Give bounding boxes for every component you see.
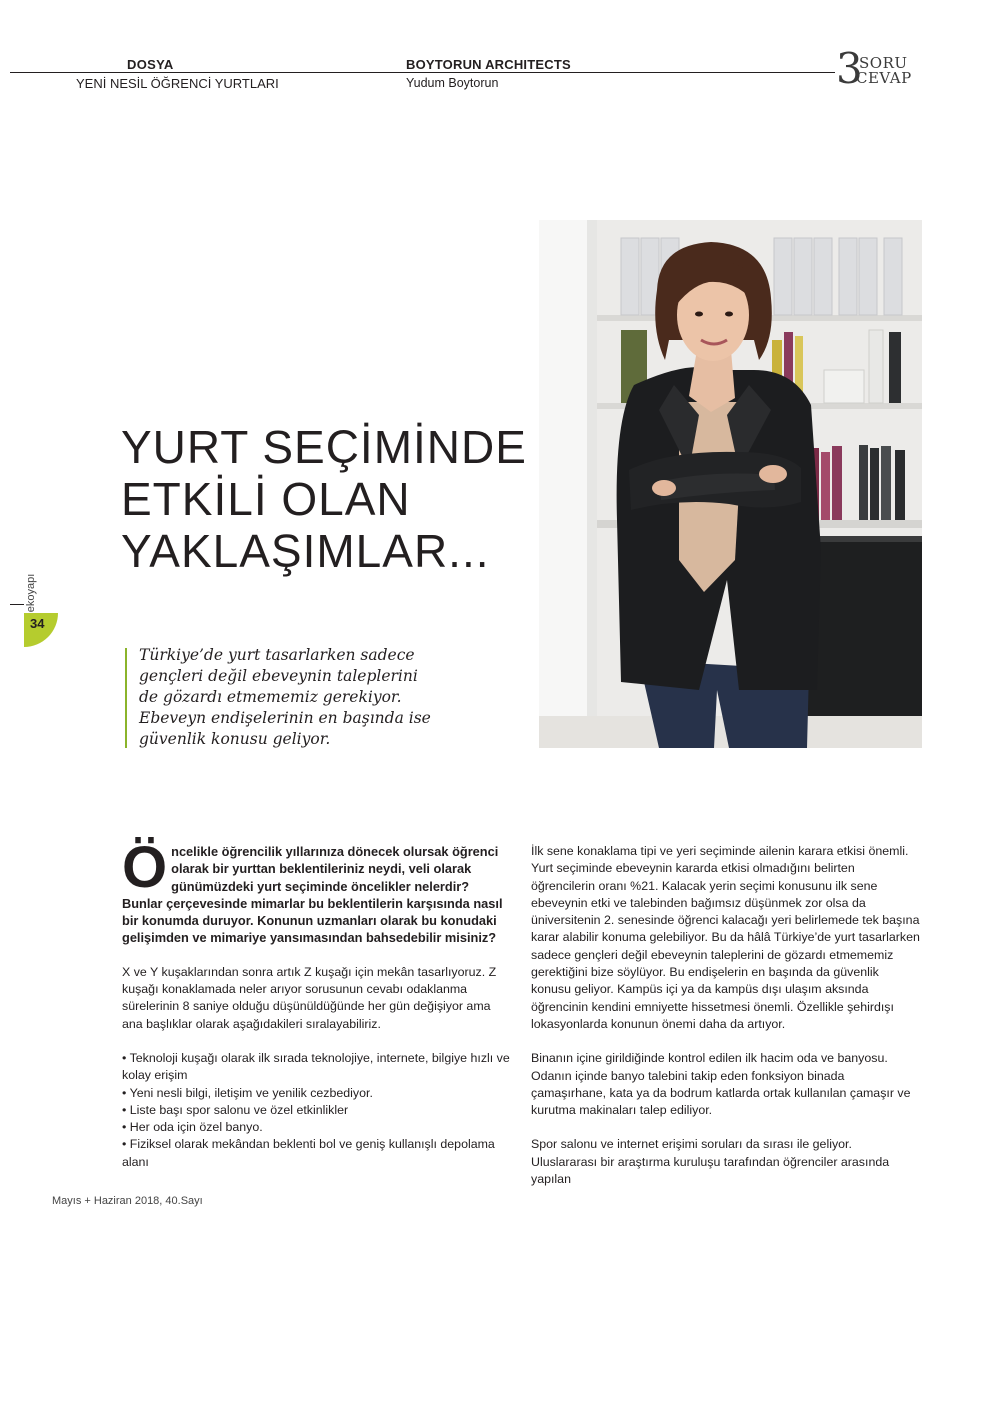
- headline-line: YURT SEÇİMİNDE: [121, 421, 527, 473]
- article-headline: [121, 421, 541, 577]
- list-item: • Teknoloji kuşağı olarak ilk sırada teknolojiye, internete, bilgiye hızlı ve kolay erişim: [122, 1050, 512, 1085]
- drop-cap: Ö: [122, 835, 168, 900]
- magazine-brand-vertical: ekoyapı: [25, 573, 37, 613]
- issue-footer: Mayıs + Haziran 2018, 40.Sayı: [52, 1195, 203, 1207]
- quote-line: de gözardı etmememiz gerekiyor.: [139, 688, 402, 706]
- section-label: DOSYA: [127, 57, 174, 72]
- company-name: BOYTORUN ARCHITECTS: [406, 57, 571, 72]
- header-rule: [10, 72, 835, 73]
- interviewee-name: Yudum Boytorun: [406, 76, 499, 90]
- quote-line: Ebeveyn endişelerinin en başında ise: [139, 709, 431, 727]
- left-column: [122, 835, 512, 1171]
- logo-word-cevap: CEVAP: [856, 69, 912, 87]
- page-number-tab: [24, 613, 58, 647]
- logo-number: 3: [836, 44, 863, 93]
- answer-paragraph: Spor salonu ve internet erişimi soruları da sırası ile geliyor. Uluslararası bir araştırma kuruluşu tarafından öğrenciler arasında yapılan: [531, 1137, 890, 1187]
- answer-paragraph: Binanın içine girildiğinde kontrol edilen ilk hacim oda ve banyosu. Odanın içinde banyo talebini takip eden fonksiyon binada çamaşırhane, kata ya da bodrum katlarda ortak kullanılan çamaşır ve kurutma makinaları talep ediliyor.: [531, 1051, 911, 1118]
- quote-line: gençleri değil ebeveynin taleplerini: [139, 667, 418, 685]
- portrait-illustration: [539, 220, 922, 748]
- page-number: 34: [30, 616, 45, 631]
- question-text: ncelikle öğrencilik yıllarınıza dönecek olursak öğrenci olarak bir yurttan beklentileriniz neydi, veli olarak günümüzdeki yurt seçiminde öncelikler nelerdir? Bunlar çerçevesinde mimarlar bu beklentilerin karşısında nasıl bir konumda duruyor. Konunun uzmanları olarak bu konudaki gelişimden ve mimariye yansımasından bahsedebilir misiniz?: [122, 844, 503, 946]
- interview-question: [122, 835, 512, 947]
- soru-cevap-logo: [836, 44, 926, 93]
- logo-word-soru: SORU: [859, 54, 908, 72]
- headline-line: ETKİLİ OLAN: [121, 473, 411, 525]
- answer-paragraph: X ve Y kuşaklarından sonra artık Z kuşağı için mekân tasarlıyoruz. Z kuşağı konaklamada neler arıyor sorusunun cevabı odaklanma sürelerinin 8 saniye olduğu düşünüldüğünde her gün değişiyor ama ana başlıklar olarak aşağıdakileri sıralayabiliriz.: [122, 964, 497, 1031]
- right-column: [531, 843, 921, 1188]
- pull-quote: [139, 645, 459, 750]
- list-item: • Liste başı spor salonu ve özel etkinlikler: [122, 1102, 512, 1119]
- quote-accent-bar: [125, 648, 127, 748]
- quote-line: Türkiye’de yurt tasarlarken sadece: [139, 646, 415, 664]
- list-item: • Fiziksel olarak mekândan beklenti bol ve geniş kullanışlı depolama alanı: [122, 1136, 512, 1171]
- side-rule: [10, 604, 24, 605]
- section-subtitle: YENİ NESİL ÖĞRENCİ YURTLARI: [76, 76, 279, 91]
- answer-paragraph: İlk sene konaklama tipi ve yeri seçiminde ailenin karara etkisi önemli. Yurt seçiminde ebeveynin kararda etkisi olmadığını belirten öğrencilerin oranı %21. Kalacak yerin seçimi konusunu ilk sene ebeveynin etki ve talebinden bağımsız düşünmek zor olsa da üniversitenin 2. senesinde öğrenci kalacağı yeri belirlemede tek başına karar alabilir konuma gelebiliyor. Bu da hâlâ Türkiye’de yurt tasarlarken sadece gençleri değil ebeveynin taleplerini de gözardı etmememiz gerektiğini bize söylüyor. Bu endişelerin en başında da güvenlik konusu geliyor. Kampüs içi ya da kampüs dışı ulaşım aksında öğrencinin kendini emniyette hissetmesi önemli. Özellikle şehirdışı lokasyonlarda konunun önemi daha da artıyor.: [531, 844, 920, 1031]
- portrait-photo: [539, 220, 922, 748]
- list-item: • Her oda için özel banyo.: [122, 1119, 512, 1136]
- list-item: • Yeni nesli bilgi, iletişim ve yenilik cezbediyor.: [122, 1085, 512, 1102]
- quote-line: güvenlik konusu geliyor.: [139, 730, 331, 748]
- headline-line: YAKLAŞIMLAR...: [121, 525, 490, 577]
- answer-bullet-list: [122, 1050, 512, 1171]
